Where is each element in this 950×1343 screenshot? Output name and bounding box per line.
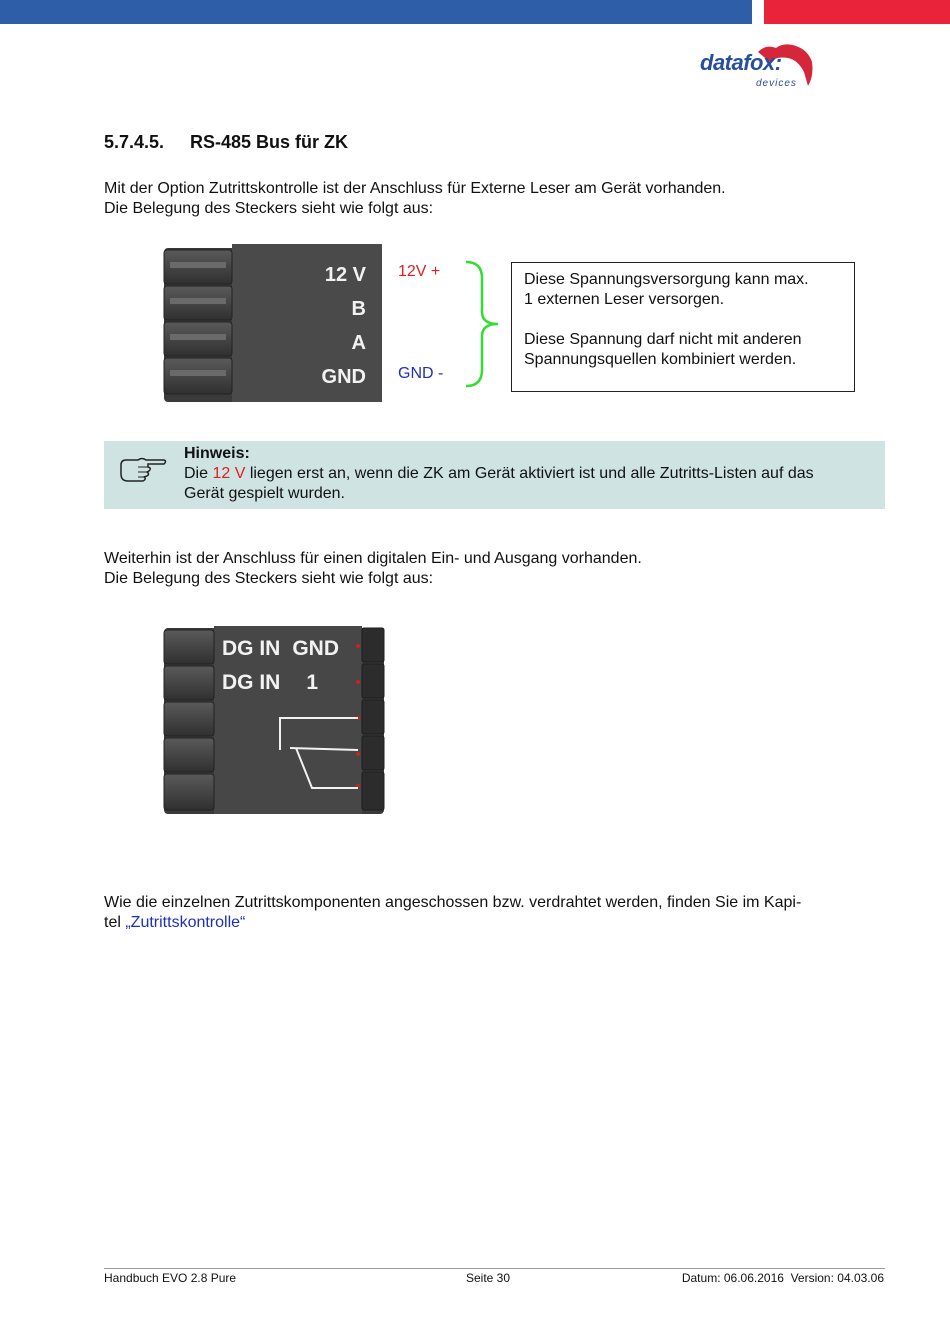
header-bar-blue (0, 0, 752, 24)
green-brace-icon (462, 258, 506, 390)
closing-paragraph (104, 893, 884, 933)
pin-label-12v: 12 V (324, 264, 366, 286)
datafox-logo (700, 42, 820, 94)
pin-label-gnd: GND (321, 366, 366, 388)
label-dg-in-2: DG IN (222, 671, 281, 694)
connector2-labels (222, 632, 339, 700)
connector2-row-2 (222, 666, 339, 700)
power-info-box (511, 262, 855, 392)
header-bar-red (764, 0, 950, 24)
pin-label-b: B (351, 298, 366, 320)
infobox-line-4: Spannungsquellen kombiniert werden. (524, 351, 797, 368)
pointing-hand-icon (118, 455, 168, 485)
section-number: 5.7.4.5. (104, 132, 165, 152)
footer-manual-title: Handbuch EVO 2.8 Pure (104, 1271, 237, 1285)
label-gnd-minus: GND - (398, 365, 444, 382)
intro-line-1: Mit der Option Zutrittskontrolle ist der Anschluss für Externe Leser am Gerät vorhanden. (104, 180, 726, 197)
logo-subtext: devices (756, 78, 797, 89)
hint-highlight: 12 V (212, 465, 246, 482)
hint-title: Hinweis: (184, 445, 250, 462)
section-heading (104, 132, 348, 153)
digital-paragraph (104, 549, 884, 589)
hint-line-2: Gerät gespielt wurden. (184, 485, 345, 502)
infobox-line-1: Diese Spannungsversorgung kann max. (524, 271, 809, 288)
hint-box (104, 441, 885, 509)
section-title: RS-485 Bus für ZK (190, 132, 349, 152)
footer-divider (104, 1268, 885, 1269)
label-dg-in-1: DG IN (222, 637, 281, 660)
intro-line-2: Die Belegung des Steckers sieht wie folgt aus: (104, 200, 434, 217)
label-gnd: GND (292, 637, 340, 660)
connector2-row-1 (222, 632, 339, 666)
digital-line-1: Weiterhin ist der Anschluss für einen digitalen Ein- und Ausgang vorhanden. (104, 550, 642, 567)
infobox-line-3: Diese Spannung darf nicht mit anderen (524, 331, 802, 348)
closing-line-1: Wie die einzelnen Zutrittskomponenten angeschossen bzw. verdrahtet werden, finden Sie im Kapi- (104, 894, 802, 911)
hint-text (184, 444, 884, 504)
logo-wordmark: datafox: (700, 50, 782, 75)
closing-line-2 (104, 913, 884, 933)
label-12v-plus: 12V + (398, 263, 441, 280)
hint-text-after: liegen erst an, wenn die ZK am Gerät aktiviert ist und alle Zutritts-Listen auf das (245, 465, 814, 482)
hint-text-before: Die (184, 465, 213, 482)
connector1-pin-labels (300, 258, 366, 394)
infobox-line-2: 1 externen Leser versorgen. (524, 291, 725, 308)
footer-page-number: Seite 30 (466, 1271, 511, 1285)
digital-line-2: Die Belegung des Steckers sieht wie folgt aus: (104, 570, 434, 587)
label-1: 1 (306, 671, 319, 694)
pin-label-a: A (351, 332, 366, 354)
intro-paragraph (104, 179, 884, 219)
footer-date-version: Datum: 06.06.2016 Version: 04.03.06 (681, 1271, 884, 1285)
zutrittskontrolle-link[interactable]: „Zutrittskontrolle“ (125, 914, 246, 931)
closing-prefix: tel (104, 914, 126, 931)
hint-line-1 (184, 464, 884, 484)
